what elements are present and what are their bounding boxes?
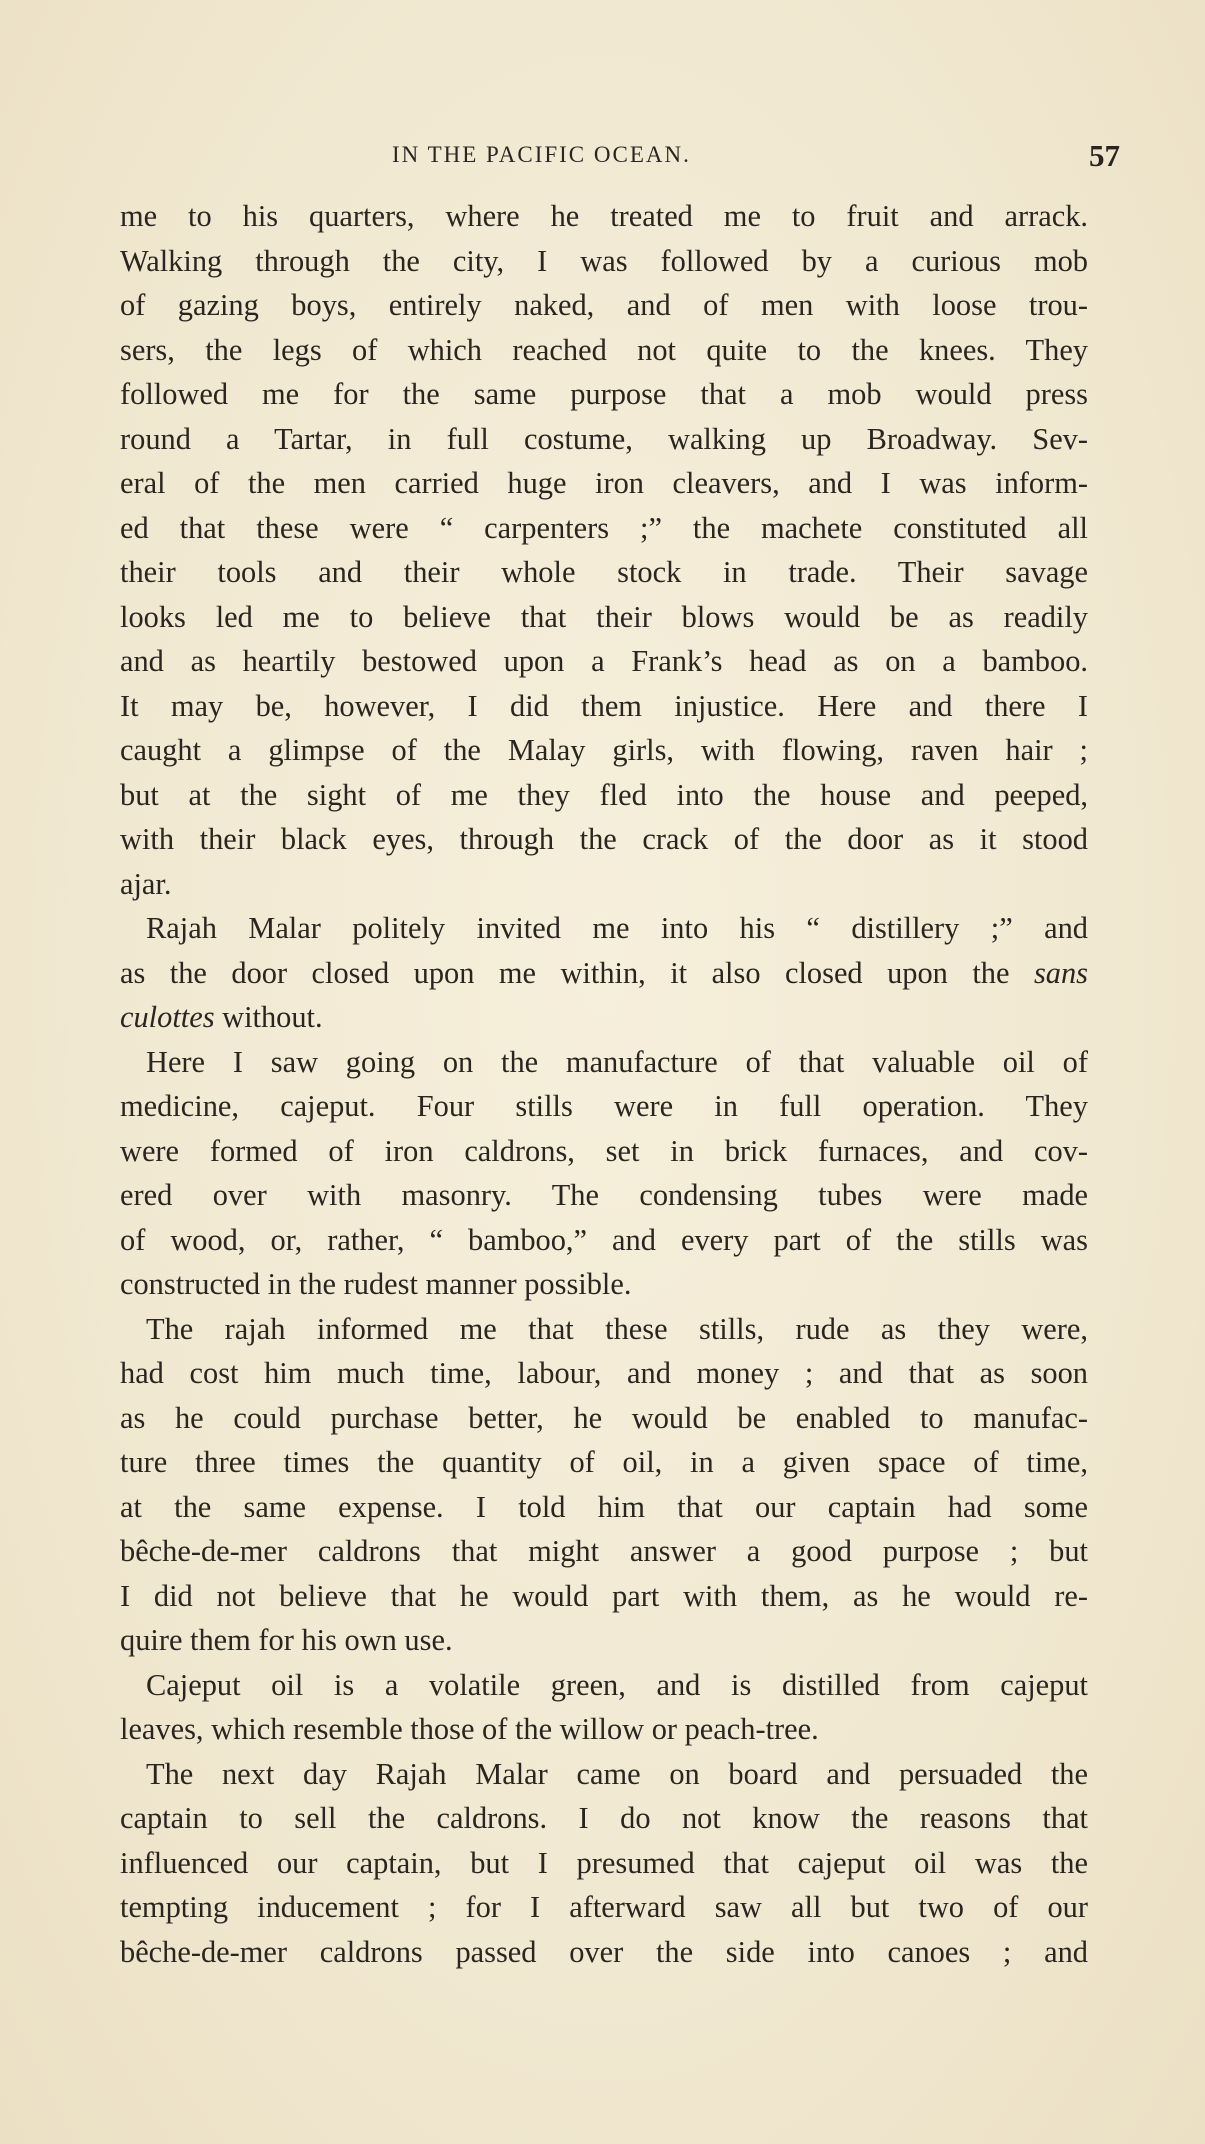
text-line: I did not believe that he would part with them, as he would re- — [120, 1578, 1088, 1613]
italic-word: culottes — [120, 1000, 215, 1034]
text-line: of wood, or, rather, “ bamboo,” and every part of the stills was — [120, 1222, 1088, 1257]
body-text — [120, 194, 1088, 1974]
page-number: 57 — [1089, 138, 1120, 173]
running-head: IN THE PACIFIC OCEAN. — [392, 142, 691, 167]
text-line: Here I saw going on the manufacture of that valuable oil of — [146, 1044, 1088, 1079]
italic-word: sans — [1033, 955, 1088, 990]
text-line: ajar. — [120, 866, 172, 901]
paragraph-2 — [120, 906, 1088, 1040]
paragraph-1 — [120, 194, 1088, 906]
text-line: Cajeput oil is a volatile green, and is distilled from cajeput — [146, 1667, 1088, 1702]
text-line: as he could purchase better, he would be enabled to manufac- — [120, 1400, 1088, 1435]
text-line: but at the sight of me they fled into the house and peeped, — [120, 777, 1088, 812]
text-line-with-italic — [120, 951, 1088, 996]
text-line: constructed in the rudest manner possible. — [120, 1267, 632, 1301]
text-line: their tools and their whole stock in trade. Their savage — [120, 555, 1088, 589]
text-line: bêche-de-mer caldrons passed over the side into canoes ; and — [120, 1934, 1088, 1969]
text-line: caught a glimpse of the Malay girls, with flowing, raven hair ; — [120, 733, 1088, 767]
text-line: The next day Rajah Malar came on board and persuaded the — [146, 1756, 1088, 1791]
text-line: ture three times the quantity of oil, in a given space of time, — [120, 1445, 1088, 1479]
text-line: ered over with masonry. The condensing tubes were made — [120, 1178, 1088, 1212]
text-line: with their black eyes, through the crack of the door as it stood — [120, 822, 1088, 856]
text-line: It may be, however, I did them injustice. Here and there I — [120, 688, 1088, 723]
text-line-with-italic — [120, 995, 1088, 1040]
text-line: eral of the men carried huge iron cleavers, and I was inform- — [120, 466, 1088, 500]
text-line: round a Tartar, in full costume, walking up Broadway. Sev- — [120, 421, 1088, 456]
text-line: Rajah Malar politely invited me into his “ distillery ;” and — [146, 911, 1088, 945]
paragraph-4 — [120, 1307, 1088, 1663]
text-line: me to his quarters, where he treated me to fruit and arrack. — [120, 199, 1088, 233]
paragraph-5 — [120, 1663, 1088, 1752]
text-segment: without. — [222, 1000, 323, 1034]
text-line: and as heartily bestowed upon a Frank’s head as on a bamboo. — [120, 644, 1088, 678]
text-line: sers, the legs of which reached not quite to the knees. They — [120, 332, 1088, 367]
text-line: had cost him much time, labour, and money ; and that as soon — [120, 1356, 1088, 1390]
page-header — [120, 138, 1120, 178]
text-line: influenced our captain, but I presumed that cajeput oil was the — [120, 1845, 1088, 1880]
text-line: Walking through the city, I was followed by a curious mob — [120, 243, 1088, 278]
text-line: medicine, cajeput. Four stills were in full operation. They — [120, 1089, 1088, 1123]
text-line: The rajah informed me that these stills, rude as they were, — [146, 1311, 1088, 1346]
text-line: followed me for the same purpose that a mob would press — [120, 377, 1088, 411]
text-line: at the same expense. I told him that our captain had some — [120, 1489, 1088, 1524]
paragraph-6 — [120, 1752, 1088, 1975]
text-line: quire them for his own use. — [120, 1623, 453, 1657]
text-line: looks led me to believe that their blows would be as readily — [120, 599, 1088, 634]
text-line: bêche-de-mer caldrons that might answer a good purpose ; but — [120, 1534, 1088, 1568]
text-line: ed that these were “ carpenters ;” the machete constituted all — [120, 510, 1088, 545]
text-line: tempting inducement ; for I afterward saw all but two of our — [120, 1890, 1088, 1924]
text-segment: as the door closed upon me within, it also closed upon the — [120, 955, 1010, 990]
text-line: leaves, which resemble those of the willow or peach-tree. — [120, 1712, 819, 1746]
text-line: were formed of iron caldrons, set in brick furnaces, and cov- — [120, 1133, 1088, 1168]
text-line: of gazing boys, entirely naked, and of men with loose trou- — [120, 288, 1088, 322]
text-line: captain to sell the caldrons. I do not know the reasons that — [120, 1801, 1088, 1835]
paragraph-3 — [120, 1040, 1088, 1307]
